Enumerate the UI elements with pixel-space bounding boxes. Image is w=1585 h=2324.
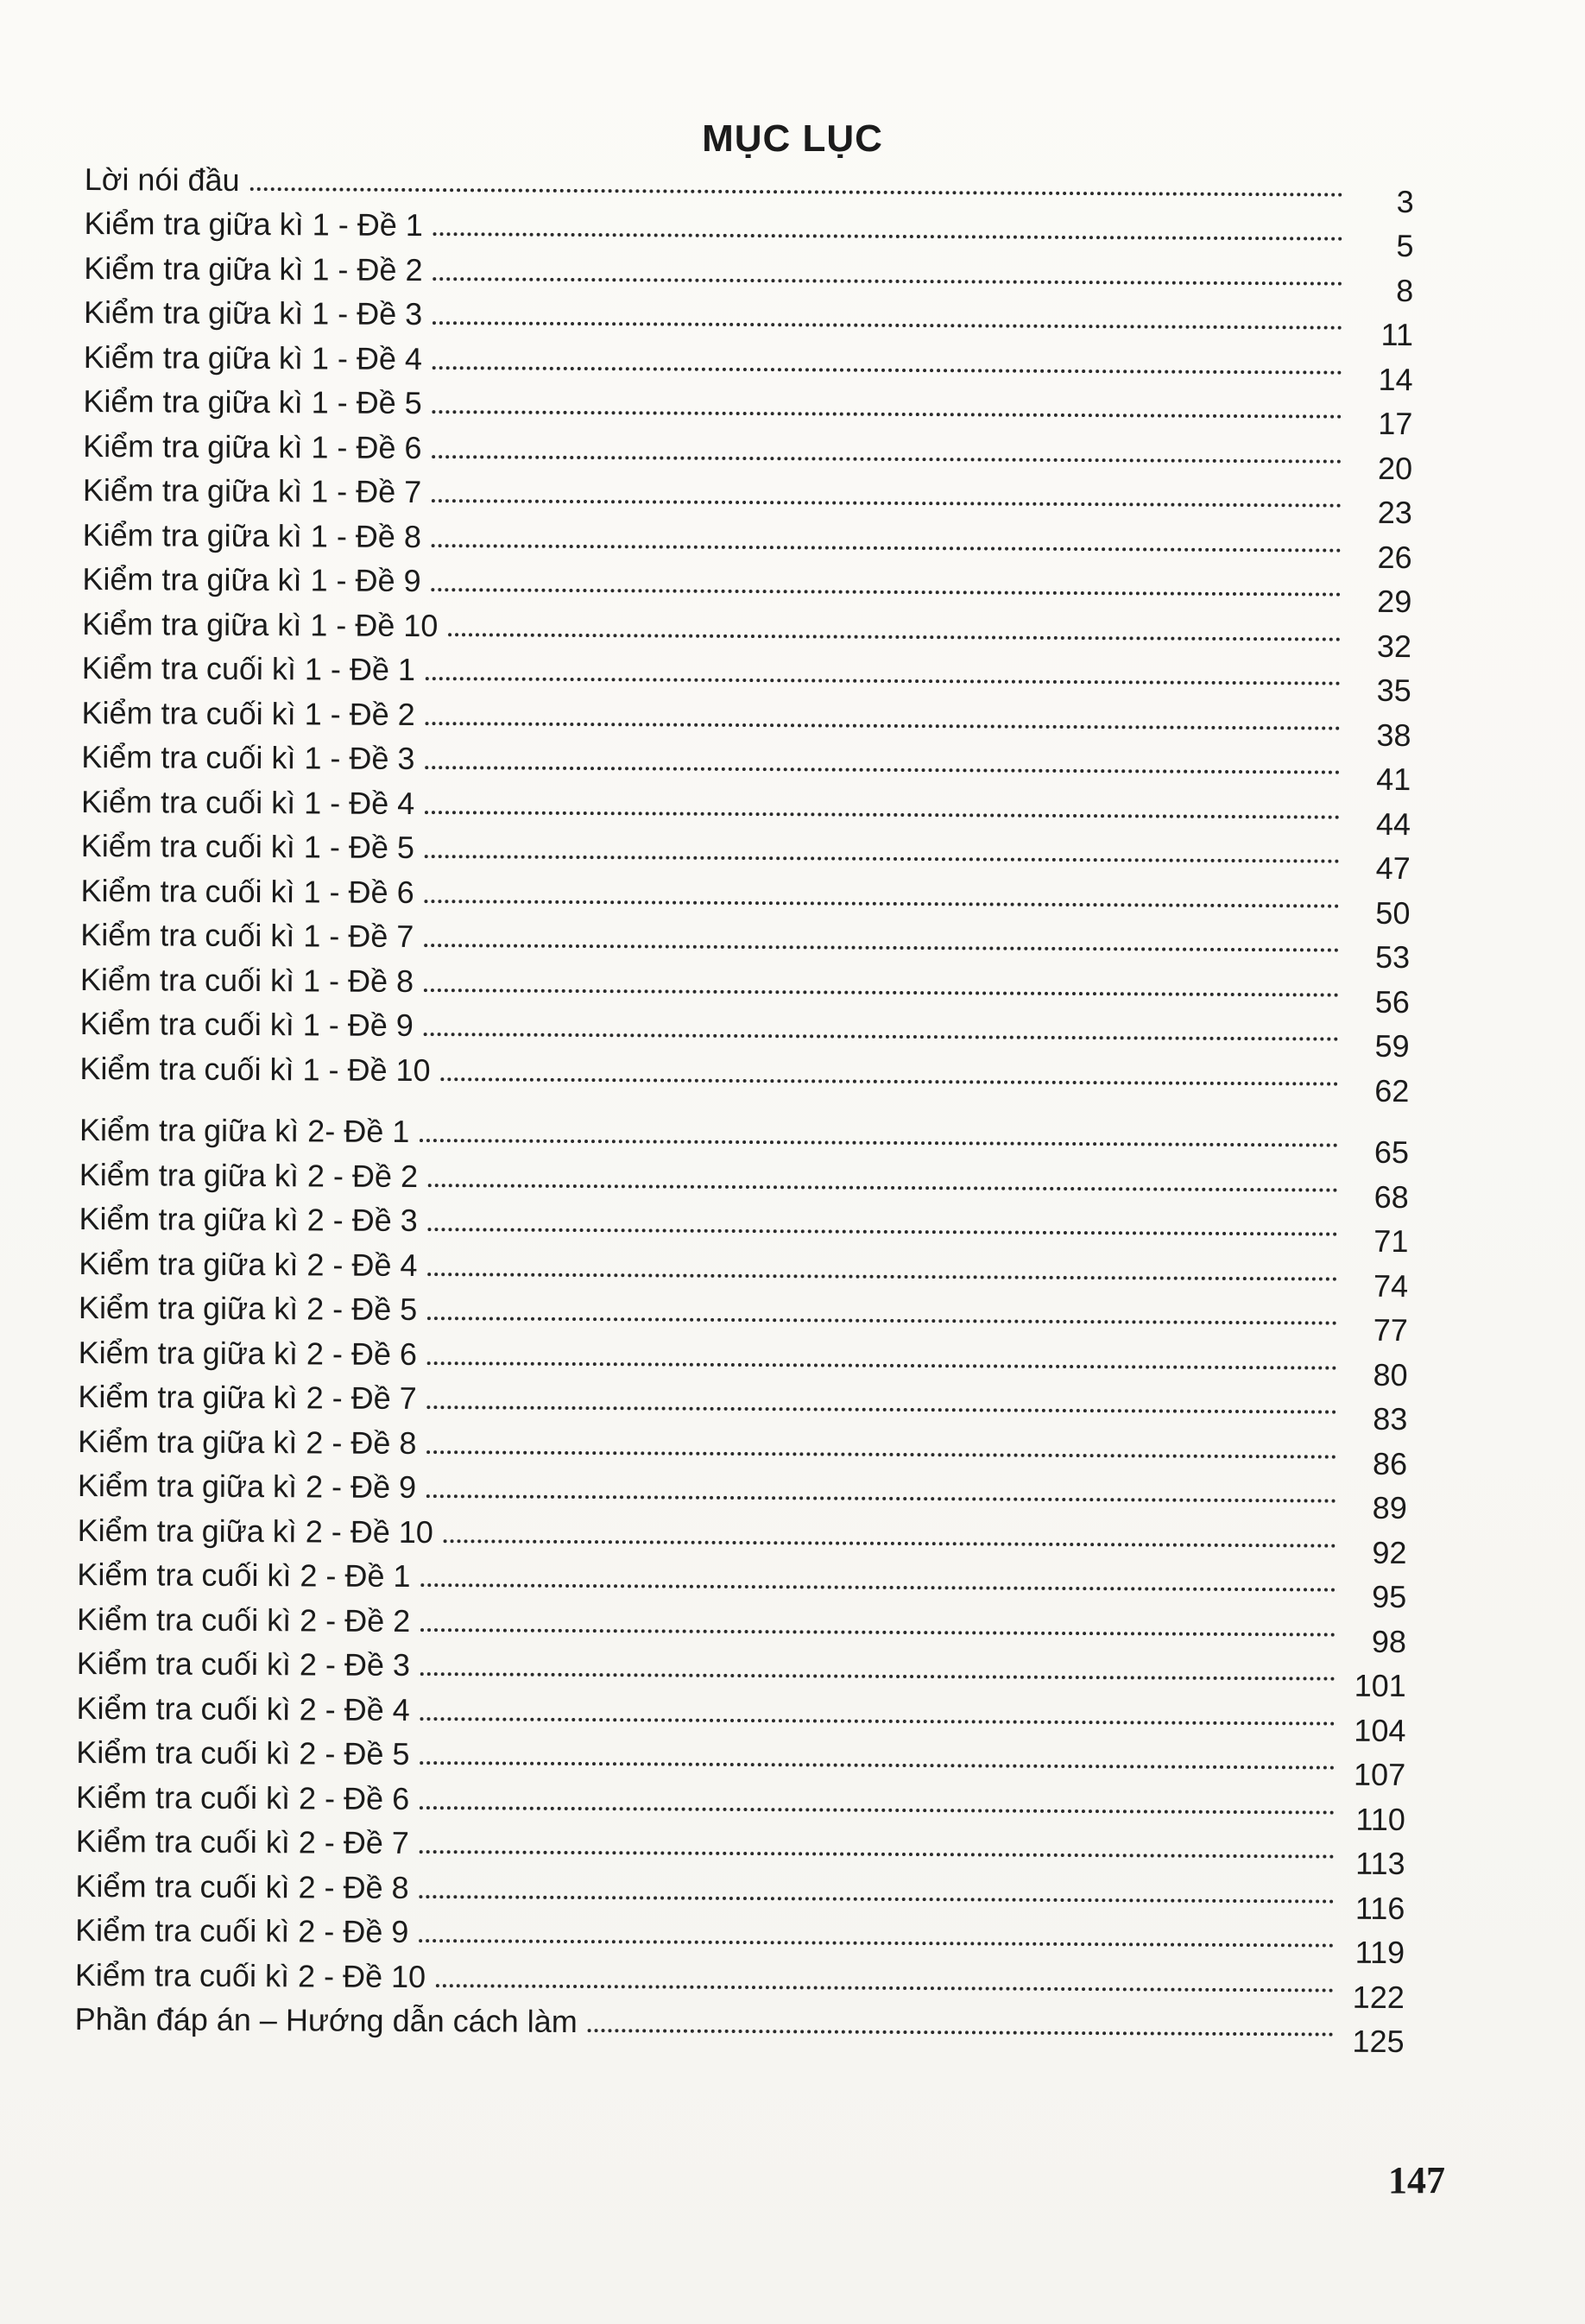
toc-entry-label: Kiểm tra giữa kì 2 - Đề 5 bbox=[78, 1289, 418, 1328]
toc-entry-label: Kiểm tra giữa kì 1 - Đề 7 bbox=[82, 471, 422, 510]
toc-entry-page: 29 bbox=[1377, 583, 1412, 620]
toc-entry-label: Kiểm tra giữa kì 1 - Đề 10 bbox=[82, 605, 439, 643]
toc-entry-label: Kiểm tra giữa kì 1 - Đề 9 bbox=[82, 560, 421, 599]
dot-leader bbox=[250, 187, 1343, 197]
toc-entry bbox=[79, 1147, 1409, 1215]
toc-entry bbox=[78, 1325, 1408, 1393]
toc-entry-page: 116 bbox=[1355, 1890, 1405, 1926]
toc-entry-page: 125 bbox=[1352, 2023, 1405, 2060]
dot-leader bbox=[432, 544, 1342, 553]
dot-leader bbox=[444, 1539, 1336, 1547]
toc-entry bbox=[79, 1236, 1409, 1304]
toc-entry bbox=[82, 597, 1412, 664]
toc-entry bbox=[83, 374, 1413, 442]
toc-entry bbox=[75, 1903, 1405, 1971]
toc-entry bbox=[75, 1770, 1406, 1837]
toc-entry-label: Kiểm tra cuối kì 2 - Đề 8 bbox=[75, 1867, 409, 1905]
toc-entry bbox=[78, 1414, 1408, 1481]
toc-entry-page: 89 bbox=[1372, 1489, 1407, 1526]
toc-entry-page: 77 bbox=[1373, 1311, 1408, 1348]
toc-entry bbox=[83, 285, 1414, 353]
dot-leader bbox=[420, 1806, 1335, 1815]
toc-entry-label: Kiểm tra giữa kì 2 - Đề 6 bbox=[78, 1334, 418, 1372]
toc-entry-label: Kiểm tra giữa kì 2 - Đề 4 bbox=[79, 1245, 418, 1283]
table-of-contents bbox=[74, 152, 1414, 2060]
toc-entry-page: 95 bbox=[1372, 1578, 1407, 1615]
toc-entry bbox=[82, 508, 1412, 575]
toc-entry-label: Kiểm tra giữa kì 2- Đề 1 bbox=[79, 1111, 410, 1149]
dot-leader bbox=[425, 811, 1340, 819]
toc-entry bbox=[78, 1280, 1408, 1348]
dot-leader bbox=[420, 1717, 1336, 1726]
toc-entry bbox=[84, 196, 1414, 264]
toc-entry-page: 26 bbox=[1377, 539, 1412, 575]
toc-entry-label: Kiểm tra cuối kì 2 - Đề 7 bbox=[75, 1822, 409, 1860]
dot-leader bbox=[432, 588, 1342, 597]
toc-entry bbox=[78, 1369, 1408, 1437]
dot-leader bbox=[428, 1184, 1338, 1192]
toc-entry-page: 92 bbox=[1372, 1534, 1407, 1570]
page-number: 147 bbox=[1388, 2159, 1445, 2201]
dot-leader bbox=[432, 499, 1342, 508]
toc-entry-page: 32 bbox=[1376, 628, 1412, 664]
toc-entry-page: 38 bbox=[1376, 717, 1411, 753]
toc-entry-page: 47 bbox=[1375, 849, 1411, 887]
toc-entry bbox=[79, 1102, 1410, 1171]
toc-entry bbox=[83, 330, 1413, 397]
toc-entry-page: 71 bbox=[1373, 1222, 1409, 1260]
toc-entry bbox=[80, 907, 1411, 976]
dot-leader bbox=[427, 1361, 1337, 1370]
dot-leader bbox=[433, 321, 1342, 330]
dot-leader bbox=[433, 277, 1342, 286]
dot-leader bbox=[424, 1033, 1339, 1041]
toc-entry-page: 8 bbox=[1396, 272, 1414, 308]
dot-leader bbox=[426, 1450, 1336, 1459]
dot-leader bbox=[427, 1317, 1337, 1325]
toc-entry-page: 83 bbox=[1373, 1400, 1408, 1437]
dot-leader bbox=[427, 1273, 1337, 1281]
toc-entry-label: Kiểm tra cuối kì 2 - Đề 2 bbox=[76, 1601, 411, 1639]
toc-entry-label: Kiểm tra giữa kì 1 - Đề 3 bbox=[83, 294, 423, 332]
toc-entry bbox=[80, 818, 1411, 887]
dot-leader bbox=[433, 232, 1343, 241]
toc-entry-page: 17 bbox=[1378, 405, 1413, 442]
toc-entry-label: Kiểm tra giữa kì 1 - Đề 2 bbox=[84, 249, 423, 287]
toc-entry bbox=[81, 641, 1411, 709]
toc-entry-page: 110 bbox=[1355, 1801, 1406, 1837]
dot-leader bbox=[425, 900, 1340, 908]
toc-entry-page: 101 bbox=[1354, 1667, 1406, 1704]
toc-entry-page: 80 bbox=[1373, 1356, 1408, 1393]
page-title: MỤC LỤC bbox=[702, 117, 883, 160]
dot-leader bbox=[448, 633, 1341, 641]
toc-entry-label: Kiểm tra cuối kì 1 - Đề 8 bbox=[79, 961, 414, 999]
toc-entry-page: 74 bbox=[1373, 1267, 1409, 1304]
toc-entry bbox=[75, 1814, 1405, 1882]
toc-entry-label: Kiểm tra giữa kì 1 - Đề 4 bbox=[83, 338, 423, 376]
toc-entry-label: Kiểm tra giữa kì 2 - Đề 9 bbox=[77, 1467, 417, 1506]
dot-leader bbox=[420, 1895, 1335, 1904]
toc-entry-label: Kiểm tra cuối kì 2 - Đề 10 bbox=[74, 1956, 426, 1994]
toc-entry bbox=[79, 1191, 1409, 1260]
toc-entry-label: Kiểm tra cuối kì 1 - Đề 7 bbox=[80, 916, 414, 955]
toc-entry bbox=[83, 419, 1413, 486]
dot-leader bbox=[426, 1494, 1336, 1503]
toc-entry-page: 119 bbox=[1355, 1934, 1405, 1971]
toc-entry-label: Kiểm tra cuối kì 1 - Đề 2 bbox=[81, 694, 415, 732]
dot-leader bbox=[425, 766, 1340, 774]
toc-entry bbox=[82, 463, 1412, 531]
toc-entry-label: Kiểm tra cuối kì 1 - Đề 10 bbox=[79, 1050, 431, 1088]
toc-entry-label: Lời nói đầu bbox=[84, 161, 240, 198]
toc-entry-label: Kiểm tra cuối kì 1 - Đề 1 bbox=[81, 649, 416, 688]
toc-entry-label: Kiểm tra cuối kì 2 - Đề 1 bbox=[77, 1556, 411, 1594]
toc-entry-label: Kiểm tra giữa kì 2 - Đề 10 bbox=[77, 1512, 434, 1550]
toc-entry-page: 65 bbox=[1373, 1134, 1410, 1171]
toc-entry-label: Kiểm tra cuối kì 2 - Đề 5 bbox=[76, 1734, 410, 1771]
toc-entry-label: Kiểm tra giữa kì 2 - Đề 2 bbox=[79, 1156, 419, 1194]
toc-entry-page: 35 bbox=[1376, 672, 1411, 709]
dot-leader bbox=[428, 1228, 1338, 1236]
toc-entry bbox=[81, 685, 1411, 753]
toc-entry-label: Kiểm tra giữa kì 2 - Đề 3 bbox=[79, 1200, 418, 1239]
dot-leader bbox=[426, 677, 1341, 685]
toc-entry bbox=[74, 1992, 1405, 2060]
toc-entry-label: Kiểm tra giữa kì 2 - Đề 7 bbox=[78, 1378, 417, 1417]
dot-leader bbox=[420, 1628, 1336, 1637]
dot-leader bbox=[420, 1761, 1335, 1770]
toc-entry-page: 56 bbox=[1374, 983, 1410, 1020]
toc-entry-label: Kiểm tra giữa kì 1 - Đề 1 bbox=[84, 205, 423, 243]
toc-entry bbox=[80, 774, 1411, 842]
toc-entry bbox=[79, 1041, 1410, 1108]
toc-entry-label: Kiểm tra giữa kì 2 - Đề 8 bbox=[78, 1423, 417, 1461]
toc-entry-label: Phần đáp án – Hướng dẫn cách làm bbox=[74, 2000, 578, 2040]
dot-leader bbox=[420, 1850, 1335, 1859]
toc-entry bbox=[76, 1681, 1406, 1748]
toc-entry-page: 107 bbox=[1353, 1756, 1406, 1793]
toc-entry-page: 50 bbox=[1375, 894, 1411, 931]
toc-entry-page: 11 bbox=[1380, 316, 1414, 353]
toc-entry bbox=[75, 1859, 1405, 1926]
toc-entry-page: 20 bbox=[1377, 450, 1413, 486]
toc-entry-page: 41 bbox=[1376, 761, 1411, 798]
dot-leader bbox=[436, 1984, 1334, 1992]
toc-entry bbox=[81, 729, 1411, 798]
toc-entry-label: Kiểm tra cuối kì 1 - Đề 3 bbox=[81, 738, 415, 777]
dot-leader bbox=[433, 410, 1342, 419]
toc-entry-label: Kiểm tra cuối kì 2 - Đề 3 bbox=[76, 1645, 411, 1683]
toc-entry bbox=[74, 1948, 1405, 2015]
dot-leader bbox=[424, 944, 1339, 952]
toc-entry bbox=[79, 996, 1410, 1064]
toc-entry-page: 122 bbox=[1352, 1979, 1405, 2015]
dot-leader bbox=[426, 722, 1341, 730]
toc-entry bbox=[76, 1592, 1407, 1659]
dot-leader bbox=[441, 1077, 1339, 1085]
dot-leader bbox=[427, 1405, 1337, 1414]
toc-entry-label: Kiểm tra giữa kì 1 - Đề 5 bbox=[83, 382, 422, 421]
toc-entry bbox=[84, 241, 1414, 308]
toc-entry bbox=[76, 1725, 1406, 1793]
toc-entry-page: 5 bbox=[1396, 227, 1414, 264]
toc-entry-label: Kiểm tra cuối kì 2 - Đề 9 bbox=[75, 1911, 409, 1949]
toc-entry-page: 44 bbox=[1375, 805, 1411, 842]
toc-entry bbox=[82, 552, 1412, 620]
toc-entry bbox=[76, 1636, 1406, 1704]
toc-entry-page: 98 bbox=[1371, 1623, 1407, 1659]
toc-entry-page: 62 bbox=[1374, 1072, 1410, 1108]
toc-entry-label: Kiểm tra cuối kì 1 - Đề 5 bbox=[80, 827, 415, 866]
toc-entry-page: 14 bbox=[1378, 361, 1413, 397]
dot-leader bbox=[432, 455, 1342, 464]
dot-leader bbox=[419, 1939, 1334, 1948]
toc-entry bbox=[80, 863, 1411, 931]
toc-entry-page: 68 bbox=[1373, 1178, 1409, 1215]
dot-leader bbox=[433, 366, 1342, 375]
toc-entry-page: 104 bbox=[1354, 1712, 1406, 1748]
toc-entry bbox=[84, 152, 1414, 219]
dot-leader bbox=[425, 855, 1340, 863]
toc-entry-page: 113 bbox=[1355, 1845, 1405, 1882]
dot-leader bbox=[420, 1139, 1338, 1147]
toc-entry bbox=[77, 1458, 1407, 1526]
toc-entry bbox=[77, 1547, 1407, 1615]
toc-entry-label: Kiểm tra cuối kì 1 - Đề 4 bbox=[80, 783, 415, 821]
toc-entry-page: 86 bbox=[1372, 1445, 1408, 1481]
toc-entry bbox=[79, 952, 1410, 1020]
dot-leader bbox=[420, 1583, 1336, 1592]
toc-entry-page: 59 bbox=[1374, 1027, 1410, 1064]
dot-leader bbox=[588, 2029, 1334, 2037]
toc-entry-label: Kiểm tra cuối kì 1 - Đề 9 bbox=[79, 1005, 414, 1044]
toc-entry-label: Kiểm tra giữa kì 1 - Đề 8 bbox=[82, 516, 422, 554]
toc-entry-label: Kiểm tra cuối kì 1 - Đề 6 bbox=[80, 872, 414, 910]
dot-leader bbox=[424, 988, 1339, 997]
toc-entry-label: Kiểm tra giữa kì 1 - Đề 6 bbox=[83, 427, 422, 465]
dot-leader bbox=[420, 1672, 1336, 1681]
toc-entry-page: 23 bbox=[1377, 494, 1412, 531]
toc-entry-label: Kiểm tra cuối kì 2 - Đề 6 bbox=[75, 1778, 410, 1816]
toc-entry-page: 3 bbox=[1396, 183, 1414, 219]
toc-entry-label: Kiểm tra cuối kì 2 - Đề 4 bbox=[76, 1689, 410, 1727]
toc-entry bbox=[77, 1503, 1407, 1570]
toc-entry-page: 53 bbox=[1374, 938, 1411, 976]
